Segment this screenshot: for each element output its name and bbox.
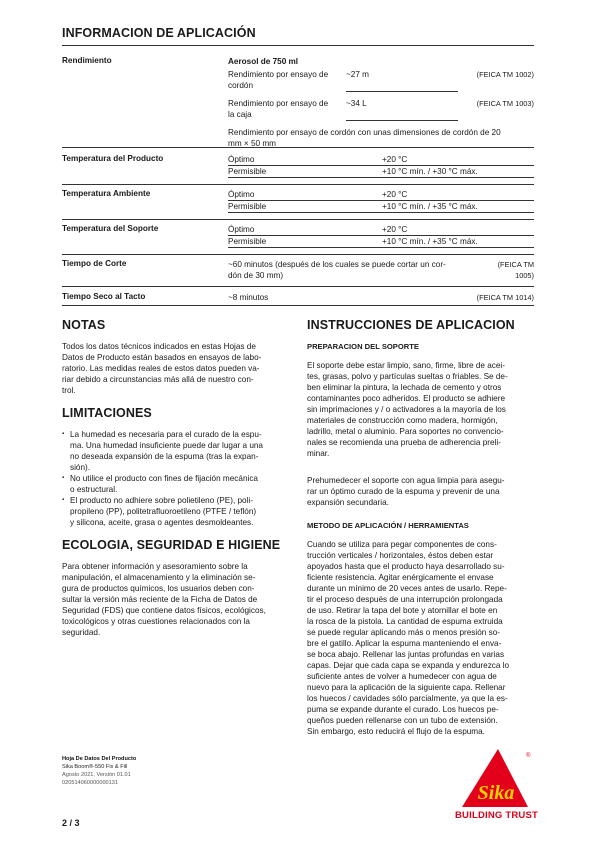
- temp-permisible-value: +10 °C mín. / +35 °C máx.: [382, 237, 478, 246]
- text-line: ma. Una humedad insuficiente puede dar lugar a una: [70, 441, 263, 450]
- text-line: propileno (PP), politetrafluoroetileno (PTFE / teflón): [70, 507, 257, 516]
- text-line: Sin embargo, esto reducirá el flujo de la espuma.: [307, 727, 485, 736]
- text-line: gura de productos químicos, los usuarios deben con-: [62, 584, 255, 593]
- text-line: Cuando se utiliza para pegar componentes de cons-: [307, 540, 497, 549]
- text-line: y silicona, aceite, grasa o agentes desmoldeantes.: [70, 518, 254, 527]
- temp-label: Temperatura Ambiente: [62, 189, 151, 198]
- text-line: durante un mínimo de 20 veces antes de usarlo. Repe-: [307, 584, 507, 593]
- text-line: se puede regular aplicando más o menos presión so-: [307, 628, 500, 637]
- temp-optimo-label: Óptimo: [228, 225, 255, 234]
- text-line: apoyados hasta que el producto haya desarrollado su-: [307, 562, 505, 571]
- text-line: tir el proceso después de una interrupción prolongada: [307, 595, 503, 604]
- text-line: rar un óptimo curado de la espuma y prevenir de una: [307, 487, 500, 496]
- page-title: INFORMACION DE APLICACIÓN: [62, 26, 256, 40]
- temp-permisible-line: [228, 166, 534, 178]
- text-line: Seguridad (FDS) que contiene datos físicos, ecológicos,: [62, 606, 266, 615]
- text-line: tes, grasas, polvo y partículas sueltas o friables. Se de-: [307, 372, 508, 381]
- text-line: capas. Dejar que cada capa se expanda y endurezca lo: [307, 661, 510, 670]
- instrucciones-heading: INSTRUCCIONES DE APLICACION: [307, 318, 515, 332]
- text-line: riar debido a circunstancias más allá de nuestro con-: [62, 375, 254, 384]
- temp-optimo-value: +20 °C: [382, 225, 408, 234]
- cut-time-ref-line: 1005): [515, 271, 534, 280]
- text-line: expansión secundaria.: [307, 498, 389, 507]
- list-item: [62, 473, 288, 495]
- ecologia-heading: ECOLOGIA, SEGURIDAD E HIGIENE: [62, 538, 281, 552]
- limitaciones-list: [62, 429, 288, 528]
- text-line: queños pueden rellenarse con un tubo de extensión.: [307, 716, 498, 725]
- text-line: nales se recomienda una prueba de adherencia preli-: [307, 438, 501, 447]
- temp-optimo-line: [228, 154, 534, 166]
- yield-item-ref: (FEICA TM 1002): [476, 70, 534, 79]
- cut-time-label: Tiempo de Corte: [62, 259, 127, 268]
- yield-item-label: la caja: [228, 110, 252, 119]
- temp-row-product: [62, 154, 534, 185]
- list-item: [62, 495, 288, 528]
- limitaciones-heading: LIMITACIONES: [62, 406, 152, 420]
- yield-note-line: Rendimiento por ensayo de cordón con unas dimensiones de cordón de 20: [228, 128, 501, 137]
- registered-mark: ®: [526, 753, 531, 759]
- brand-tagline: BUILDING TRUST: [455, 810, 539, 821]
- text-line: ratorio. Las medidas reales de estos datos pueden va-: [62, 364, 260, 373]
- list-item: [62, 429, 288, 473]
- tack-time-row: [62, 292, 534, 306]
- text-line: bre el gatillo. Aplicar la espuma manteniendo el enva-: [307, 639, 502, 648]
- text-line: Todos los datos técnicos indicados en estas Hojas de: [62, 342, 256, 351]
- temp-optimo-value: +20 °C: [382, 155, 408, 164]
- text-line: materiales de construcción como madera, hormigón,: [307, 416, 498, 425]
- cut-time-row: [62, 259, 534, 287]
- yield-item-underline: [346, 91, 458, 92]
- yield-item-value: ~27 m: [346, 70, 369, 79]
- method-heading: METODO DE APLICACIÓN / HERRAMIENTAS: [307, 521, 469, 530]
- text-line: suficiente antes de volver a humedecer con agua de: [307, 672, 497, 681]
- text-line: nuevo para la aplicación de la siguiente capa. Rellenar: [307, 683, 506, 692]
- temp-label: Temperatura del Producto: [62, 154, 164, 163]
- text-line: sin imprimaciones y / o activadores a la mayoría de los: [307, 405, 506, 414]
- cut-time-ref: [498, 259, 534, 281]
- notas-heading: NOTAS: [62, 318, 106, 332]
- yield-item-underline: [346, 120, 458, 121]
- yield-item-ref: (FEICA TM 1003): [476, 99, 534, 108]
- text-line: ▪ El producto no adhiere sobre polietileno (PE), poli-: [70, 496, 253, 505]
- text-line: manipulación, el almacenamiento y la eliminación se-: [62, 573, 256, 582]
- yield-item-label: cordón: [228, 81, 254, 90]
- temp-permisible-label: Permisible: [228, 167, 267, 176]
- logo-wordmark: Sika: [477, 782, 515, 804]
- text-line: trol.: [62, 386, 76, 395]
- cut-time-line: dón de 30 mm): [228, 271, 284, 280]
- footer-title: Hoja De Datos Del Producto: [62, 756, 137, 762]
- text-line: toxicológicos y otras cuestiones relacionados con la: [62, 617, 250, 626]
- yield-note-line: mm × 50 mm: [228, 139, 276, 148]
- temp-permisible-value: +10 °C mín. / +35 °C máx.: [382, 202, 478, 211]
- temp-optimo-label: Óptimo: [228, 190, 255, 199]
- text-line: sión).: [70, 463, 91, 472]
- text-line: puma se expande durante el curado. Los huecos pe-: [307, 705, 499, 714]
- yield-item-bead: [228, 69, 534, 91]
- cut-time-text: [228, 259, 478, 281]
- text-line: la rosca de la pistola. La cantidad de espuma extruida: [307, 617, 503, 626]
- yield-body: [228, 56, 534, 149]
- text-line: los huecos / cavidades sólo parcialmente, ya que la es-: [307, 694, 508, 703]
- yield-item-box: [228, 98, 534, 120]
- temp-permisible-line: [228, 236, 534, 248]
- text-line: o estructural.: [70, 485, 118, 494]
- text-line: ficiente resistencia. Agitar enérgicamente el envase: [307, 573, 494, 582]
- temp-optimo-value: +20 °C: [382, 190, 408, 199]
- text-line: Prehumedecer el soporte con agua limpia para asegu-: [307, 476, 505, 485]
- temp-optimo-line: [228, 224, 534, 236]
- text-line: ben eliminar la pintura, la lechada de cemento y otros: [307, 383, 502, 392]
- temp-permisible-label: Permisible: [228, 202, 267, 211]
- left-column: [62, 320, 288, 650]
- text-line: minar.: [307, 449, 330, 458]
- yield-item-label: Rendimiento por ensayo de: [228, 99, 329, 108]
- footer-code: 020514060000000131: [62, 780, 118, 786]
- text-line: sultar la versión más reciente de la Ficha de Datos de: [62, 595, 258, 604]
- text-line: Para obtener información y asesoramiento sobre la: [62, 562, 248, 571]
- footer-version: Agosto 2021, Versión 01.01: [62, 772, 131, 778]
- temp-permisible-label: Permisible: [228, 237, 267, 246]
- temp-optimo-line: [228, 189, 534, 201]
- aerosol-size: Aerosol de 750 ml: [228, 57, 299, 66]
- cut-time-ref-line: (FEICA TM: [497, 260, 534, 269]
- text-line: trucción verticales / horizontales, éstos deben estar: [307, 551, 494, 560]
- yield-label: Rendimiento: [62, 56, 112, 65]
- prep-paragraph-2: [307, 475, 535, 508]
- title-divider: [62, 45, 534, 46]
- temp-row-ambient: [62, 189, 534, 220]
- page-number: 2 / 3: [62, 818, 80, 828]
- prep-heading: PREPARACION DEL SOPORTE: [307, 342, 419, 351]
- temp-optimo-label: Óptimo: [228, 155, 255, 164]
- yield-note: [228, 127, 534, 149]
- sika-logo: [458, 747, 532, 809]
- yield-item-value: ~34 L: [346, 99, 367, 108]
- temp-label: Temperatura del Soporte: [62, 224, 159, 233]
- text-line: El soporte debe estar limpio, sano, firme, libre de acei-: [307, 361, 505, 370]
- yield-item-label: Rendimiento por ensayo de: [228, 70, 329, 79]
- temp-permisible-value: +10 °C mín. / +30 °C máx.: [382, 167, 478, 176]
- cut-time-line: ~60 minutos (después de los cuales se puede cortar un cor-: [228, 260, 446, 269]
- text-line: Datos de Producto están basados en ensayos de labo-: [62, 353, 262, 362]
- text-line: ladrillo, metal o aluminio. Para soportes no convencio-: [307, 427, 504, 436]
- text-line: no deseada expansión de la espuma (tras la expan-: [70, 452, 259, 461]
- text-line: de uso. Retirar la tapa del bote y atornillar el bote en: [307, 606, 498, 615]
- temp-row-substrate: [62, 224, 534, 255]
- temp-permisible-line: [228, 201, 534, 213]
- text-line: ▪ No utilice el producto con fines de fijación mecánica: [70, 474, 258, 483]
- right-column: [307, 320, 535, 749]
- yield-row: [62, 56, 534, 148]
- tack-time-ref: (FEICA TM 1014): [476, 293, 534, 302]
- text-line: se boca abajo. Rellenar las juntas profundas en varias: [307, 650, 505, 659]
- prep-paragraph-1: [307, 360, 535, 459]
- footer-product: Sika Boom®-550 Fix & Fill: [62, 764, 128, 770]
- tack-time-text: ~8 minutos: [228, 293, 269, 302]
- tack-time-label: Tiempo Seco al Tacto: [62, 292, 146, 301]
- text-line: seguridad.: [62, 628, 101, 637]
- method-paragraph: [307, 539, 535, 737]
- ecologia-text: [62, 561, 288, 638]
- footer-info: [62, 755, 136, 787]
- text-line: ▪ La humedad es necesaria para el curado de la espu-: [70, 430, 262, 439]
- notas-text: [62, 341, 288, 396]
- text-line: contaminantes poco adheridos. El producto se adhiere: [307, 394, 505, 403]
